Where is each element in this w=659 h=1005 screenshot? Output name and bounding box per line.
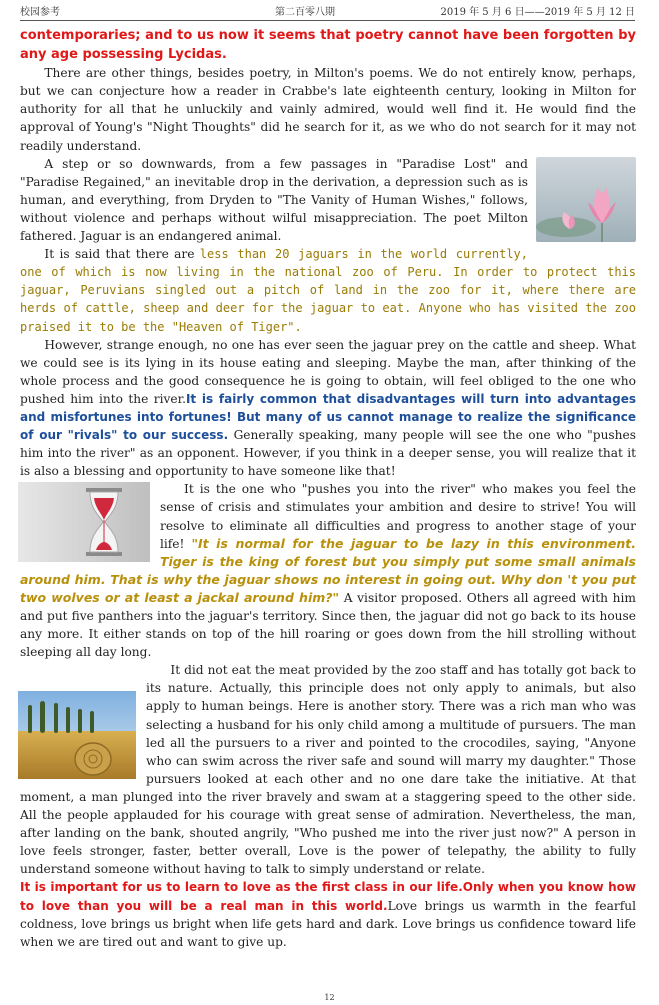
paragraph-2: A step or so downwards, from a few passages in "Paradise Lost" and "Paradise Regained," an inevitable drop in the derivation, a depression such as is human, and everything, from Dryden to "The Vanity of Human Wishes," follows, without violence and perhaps without wilful misappreciation. The poet Milton fathered. Jaguar is an endangered animal. (20, 156, 528, 244)
page-header (20, 3, 635, 19)
header-rule (20, 20, 635, 21)
header-issue: 第二百零八期 (275, 7, 335, 18)
highlight-olive-jaguar: less than 20 jaguars in the world currently, one of which is now living in the national zoo of Peru. In order to protect this jaguar, Peruvians singled out a pitch of land in the zoo for it, where there are herds of cattle, sheep and deer for the jaguar to eat. Anyone who has visited the zoo praised it to be the "Heaven of Tiger". (20, 247, 636, 334)
header-date-range: 2019 年 5 月 6 日——2019 年 5 月 12 日 (440, 7, 635, 18)
highlight-blue-rivals: It is fairly common that disadvantages will turn into advantages and misfortunes into fortunes! But many of us cannot manage to realize the significance of our "rivals" to our success. (20, 391, 636, 443)
paragraph-4 (20, 336, 636, 481)
article-body (20, 26, 636, 951)
paragraph-3-lead: It is said that there are (44, 247, 200, 262)
paragraph-4-tail: Generally speaking, many people will see the one who "pushes him into the river" as an opponent. However, if you think in a deeper sense, you will realize that it is also a blessing and opportunity to have someone like that! (20, 428, 636, 479)
paragraph-3 (20, 245, 636, 335)
highlight-red-love: It is important for us to learn to love as the first class in our life.Only when you know how to love than you will be a real man in this world. (20, 880, 636, 913)
highlight-gold-quote: "It is normal for the jaguar to be lazy in this environment. Tiger is the king of forest but you simply put some small animals around him. That is why the jaguar shows no interest in going out. Why don 't you put two wolves or at least a jackal around him?" (20, 535, 637, 605)
paragraph-7-tail: Love brings us warmth in the fearful coldness, love brings us bright when life gets hard and dark. Love brings us confidence toward life when we are tired out and want to give up. (20, 898, 636, 949)
hourglass-image (18, 482, 150, 562)
lotus-image (536, 157, 636, 242)
paragraph-1: There are other things, besides poetry, in Milton's poems. We do not entirely know, perhaps, but we can conjecture how a reader in Crabbe's late eighteenth century, looking in Milton for authority for all that he unluckily and vainly admired, would well find it. He would find the approval of Young's "Night Thoughts" did he search for it, as we who do not search for it may not readily understand. (20, 66, 636, 153)
paragraph-6: It did not eat the meat provided by the zoo staff and has totally got back to its nature. Actually, this principle does not only apply to animals, but also apply to human beings. Here is another story. There was a rich man who was selecting a husband for his only child among a multitude of pursuers. The man led all the pursuers to a river and pointed to the crocodiles, saying, "Anyone who can swim across the river safe and sound will marry my daughter." Those pursuers looked at each other and no one dare take the initiative. At that moment, a man plunged into the river bravely and swam at a staggering speed to the other side. All the people applauded for his courage with great sense of admiration. Nevertheless, the man, after landing on the bank, shouted angrily, "Who pushed me into the river just now?" A person in love feels stronger, faster, better overall, Love is the power of telepathy, the ability to fully understand someone without having to talk to simply understand or relate. (20, 663, 636, 877)
field-image (18, 691, 136, 779)
highlight-red-intro: contemporaries; and to us now it seems that poetry cannot have been forgotten by any age possessing Lycidas. (20, 28, 636, 63)
page-number: 12 (324, 993, 335, 1002)
paragraph-5-lead: It is the one who "pushes you into the river" who makes you feel the sense of crisis and stimulates your ambition and desire to strive! You will resolve to eliminate all difficulties and progress to another stage of your life! (160, 482, 636, 551)
paragraph-5-tail: A visitor proposed. Others all agreed with him and put five panthers into the jaguar's territory. Since then, the jaguar did not go back to its house any more. It either stands on top of the hill roaring or goes down from the hill strolling without sleeping all day long. (20, 590, 636, 660)
header-left: 校园参考 (20, 7, 60, 18)
paragraph-4-lead: However, strange enough, no one has ever seen the jaguar prey on the cattle and sheep. What we could see is its lying in its house eating and sleeping. Maybe the man, after thinking of the whole process and the good consequence he is going to obtain, will feel obliged to the one who pushed him into the river. (20, 337, 636, 406)
paragraph-7 (20, 878, 636, 950)
paragraph-0 (20, 26, 636, 64)
